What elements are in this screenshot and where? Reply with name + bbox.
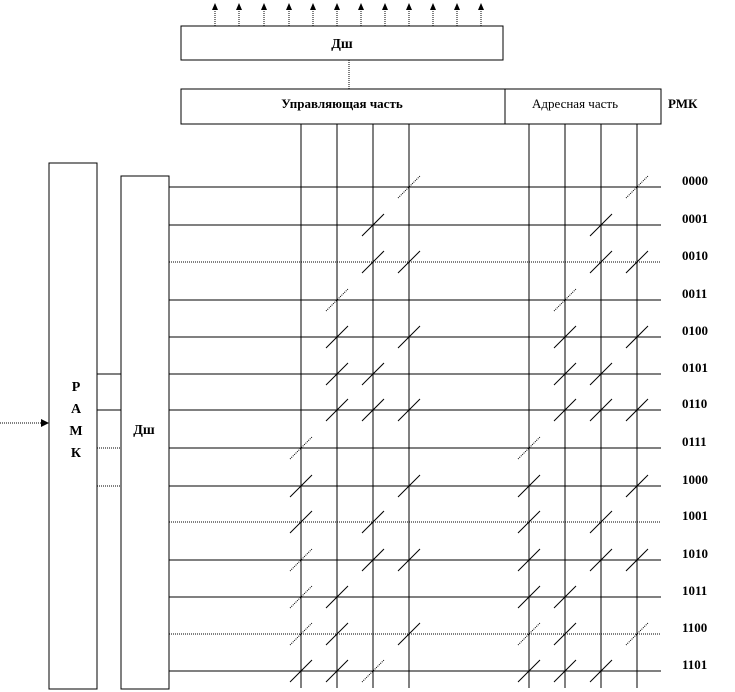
input-arrow-head xyxy=(41,419,49,427)
register-label: РМК xyxy=(668,96,698,111)
address-register-letter: М xyxy=(69,424,83,439)
row-address-label: 0001 xyxy=(682,211,708,226)
decoder-output-arrows xyxy=(212,3,484,26)
row-address-label: 0010 xyxy=(682,248,708,263)
row-address-label: 1001 xyxy=(682,508,708,523)
output-arrow-head xyxy=(310,3,316,10)
word-rows xyxy=(169,173,708,682)
row-decoder-label: Дш xyxy=(133,423,155,438)
row-address-label: 0110 xyxy=(682,396,708,411)
output-arrow-head xyxy=(212,3,218,10)
row-address-label: 1100 xyxy=(682,620,708,635)
row-address-label: 0100 xyxy=(682,323,708,338)
row-address-label: 0000 xyxy=(682,173,708,188)
output-arrow-head xyxy=(358,3,364,10)
row-address-label: 0101 xyxy=(682,360,708,375)
bit-columns xyxy=(301,124,637,688)
output-arrow-head xyxy=(382,3,388,10)
control-part-label: Управляющая часть xyxy=(281,96,403,111)
address-register-letter: А xyxy=(70,402,82,417)
address-register-letter: Р xyxy=(71,380,81,395)
output-arrow-head xyxy=(286,3,292,10)
top-decoder-label: Дш xyxy=(331,37,353,52)
output-arrow-head xyxy=(430,3,436,10)
row-address-label: 0111 xyxy=(682,434,707,449)
row-address-label: 1101 xyxy=(682,657,708,672)
output-arrow-head xyxy=(334,3,340,10)
output-arrow-head xyxy=(406,3,412,10)
address-part-label: Адресная часть xyxy=(531,96,619,111)
output-arrow-head xyxy=(454,3,460,10)
row-address-label: 0011 xyxy=(682,286,708,301)
address-register-letter: К xyxy=(70,446,82,461)
row-address-label: 1010 xyxy=(682,546,708,561)
output-arrow-head xyxy=(478,3,484,10)
row-address-label: 1000 xyxy=(682,472,708,487)
output-arrow-head xyxy=(236,3,242,10)
row-address-label: 1011 xyxy=(682,583,708,598)
output-arrow-head xyxy=(261,3,267,10)
